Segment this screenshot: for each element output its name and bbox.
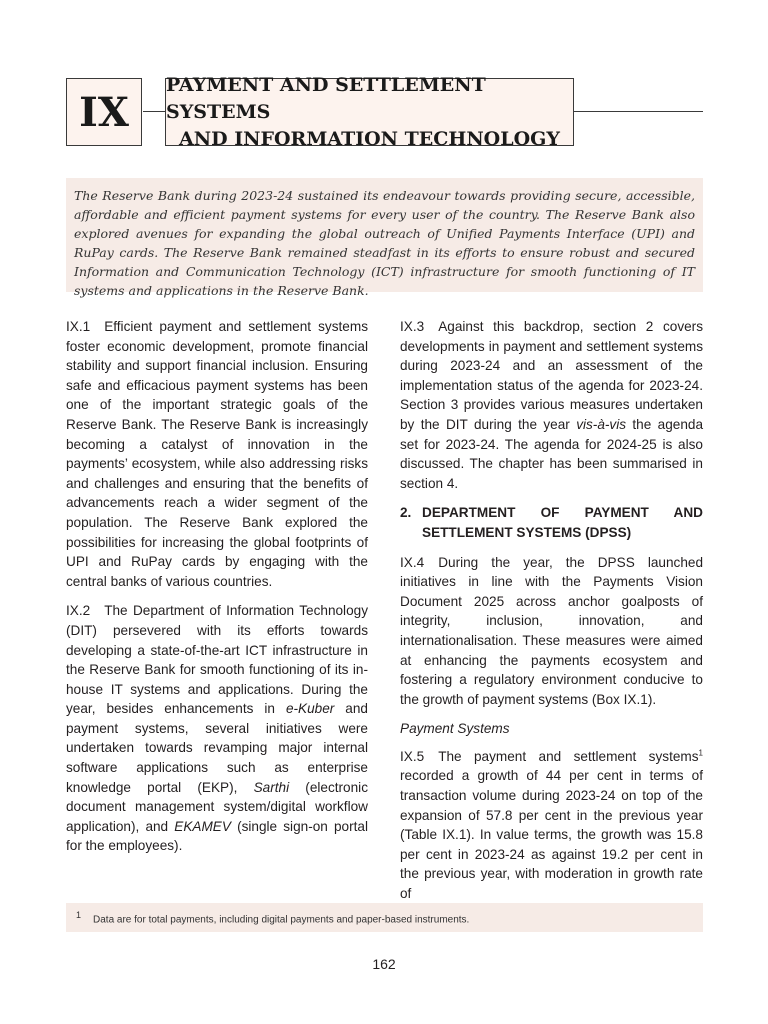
paragraph-number: IX.3 [400, 319, 425, 334]
chapter-number-box [66, 78, 142, 146]
paragraph-ix2 [66, 601, 368, 856]
paragraph-text: During the year, the DPSS launched initiatives in line with the Payments Vision Document 2025 across anchor goalposts of integrity, inclusion, innovation, and internationalisation. These measures were aimed at enhancing the payments ecosystem and fostering a regulatory environment conducive to the growth of payment systems (Box IX.1). [400, 554, 703, 707]
paragraph-text: and payment systems, several initiatives were undertaken towards revamping major internal software applications such as enterprise knowledge portal (EKP), [66, 701, 368, 795]
paragraph-number: IX.2 [66, 603, 91, 619]
paragraph-text: (electronic document management system/digital workflow application), and [66, 779, 368, 834]
paragraph-number: IX.5 [400, 748, 425, 764]
paragraph-ix3 [400, 317, 703, 493]
paragraph-ix1 [66, 317, 368, 591]
section-number: 2. [400, 505, 412, 521]
footnote-text: Data are for total payments, including digital payments and paper-based instruments. [93, 914, 470, 926]
section-title-line2: SETTLEMENT SYSTEMS (DPSS) [422, 524, 632, 540]
section-heading-dpss [400, 503, 703, 542]
paragraph-number: IX.1 [66, 319, 91, 334]
section-title [422, 503, 703, 542]
paragraph-text: Against this backdrop, section 2 covers developments in payment and settlement systems during 2023-24 and an assessment of the implementation status of the agenda for 2023-24. Section 3 provides various measures undertaken by the DIT during the year [400, 319, 703, 432]
right-column [400, 317, 703, 914]
subheading-payment-systems: Payment Systems [400, 721, 510, 737]
emphasis-sarthi: Sarthi [253, 779, 290, 795]
chapter-number: IX [79, 88, 129, 136]
emphasis-ekuber: e-Kuber [285, 701, 335, 717]
chapter-title-line2: AND INFORMATION TECHNOLOGY [179, 127, 560, 150]
footnote-reference[interactable]: 1 [698, 748, 703, 758]
chapter-title-line1: PAYMENT AND SETTLEMENT SYSTEMS [166, 73, 486, 123]
paragraph-text: the agenda set for 2023-24. The agenda for 2024-25 is also discussed. The chapter has been summarised in section 4. [400, 416, 704, 491]
section-title-line1: DEPARTMENT OF PAYMENT AND [422, 505, 703, 521]
chapter-abstract: The Reserve Bank during 2023-24 sustained its endeavour towards providing secure, accessible, affordable and efficient payment systems for every user of the country. The Reserve Bank also explored avenues for expanding the global outreach of Unified Payments Interface (UPI) and RuPay cards. The Reserve Bank remained steadfast in its efforts to ensure robust and secured Information and Communication Technology (ICT) infrastructure for smooth functioning of IT systems and applications in the Reserve Bank. [66, 178, 703, 292]
footnote-mark: 1 [76, 910, 82, 920]
page-number: 162 [372, 956, 396, 972]
footnote [66, 903, 703, 932]
paragraph-text: Efficient payment and settlement systems foster economic development, promote financial stability and support financial inclusion. Ensuring safe and efficacious payment systems has been one of the important strategic goals of the Reserve Bank. The Reserve Bank is increasingly becoming a catalyst of innovation in the payments’ ecosystem, while also addressing risks and challenges and ensuring that the benefits of advancements reach a wider segment of the population. The Reserve Bank explored the possibilities for increasing the global footprints of UPI and RuPay cards by engaging with the central banks of various countries. [66, 319, 368, 589]
paragraph-text: recorded a growth of 44 per cent in terms of transaction volume during 2023-24 on top of the expansion of 57.8 per cent in the previous year (Table IX.1). In value terms, the growth was 15.8 per cent in 2023-24 as against 19.2 per cent in the previous year, with moderation in growth rate of [400, 768, 703, 902]
paragraph-ix5 [400, 747, 703, 904]
left-column [66, 317, 368, 866]
paragraph-text: The payment and settlement systems [438, 748, 699, 764]
paragraph-number: IX.4 [400, 554, 425, 570]
emphasis-vis-a-vis: vis-à-vis [576, 416, 627, 432]
paragraph-ix4 [400, 553, 703, 710]
paragraph-text: The Department of Information Technology (DIT) persevered with its efforts towards developing a state-of-the-art ICT infrastructure in the Reserve Bank for smooth functioning of its in-house IT systems and applications. During the year, besides enhancements in [66, 603, 368, 717]
paragraph-text: (single sign-on portal for the employees). [66, 818, 368, 854]
chapter-title-box [165, 73, 574, 150]
emphasis-ekamev: EKAMEV [174, 818, 231, 834]
